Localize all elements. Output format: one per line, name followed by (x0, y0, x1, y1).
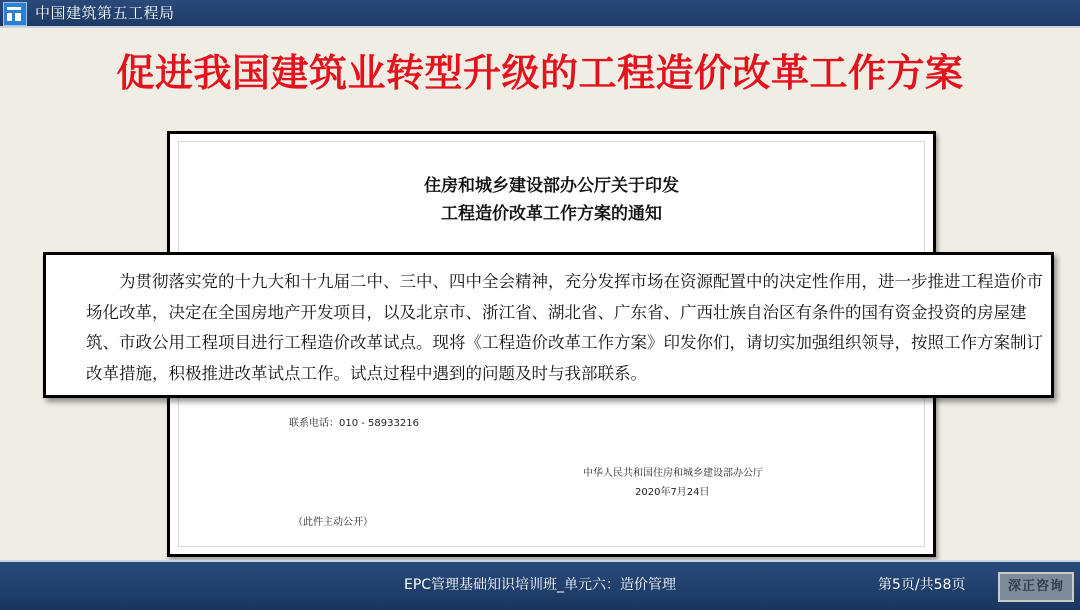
public-note: （此件主动公开） (293, 517, 373, 528)
footer-bar (0, 560, 1080, 610)
issuer-name: 中华人民共和国住房和城乡建设部办公厅 (583, 468, 763, 479)
page-indicator: 第5页/共58页 (878, 577, 966, 593)
header-bar (0, 0, 1080, 28)
org-name: 中国建筑第五工程局 (35, 4, 175, 22)
document-heading-line2: 工程造价改革工作方案的通知 (441, 204, 662, 224)
callout-text: 为贯彻落实党的十九大和十九届二中、三中、四中全会精神，充分发挥市场在资源配置中的决定性作用，进一步推进工程造价市场化改革，决定在全国房地产开发项目，以及北京市、浙江省、湖北省、广东省、广西壮族自治区有条件的国有资金投资的房屋建筑、市政公用工程项目进行工程造价改革试点。现将《工程造价改革工作方案》印发你们，请切实加强组织领导，按照工作方案制订改革措施，积极推进改革试点工作。试点过程中遇到的问题及时与我部联系。 (86, 272, 1043, 383)
company-logo-icon (3, 2, 27, 26)
slide-title: 促进我国建筑业转型升级的工程造价改革工作方案 (116, 51, 964, 95)
course-title: EPC管理基础知识培训班_单元六：造价管理 (403, 577, 677, 593)
document-heading-line1: 住房和城乡建设部办公厅关于印发 (424, 176, 679, 196)
stamp-logo-button[interactable]: 深正咨询 (998, 572, 1074, 602)
issue-date: 2020年7月24日 (635, 487, 710, 498)
callout-box (43, 252, 1054, 398)
contact-phone: 联系电话：010 - 58933216 (289, 418, 419, 429)
